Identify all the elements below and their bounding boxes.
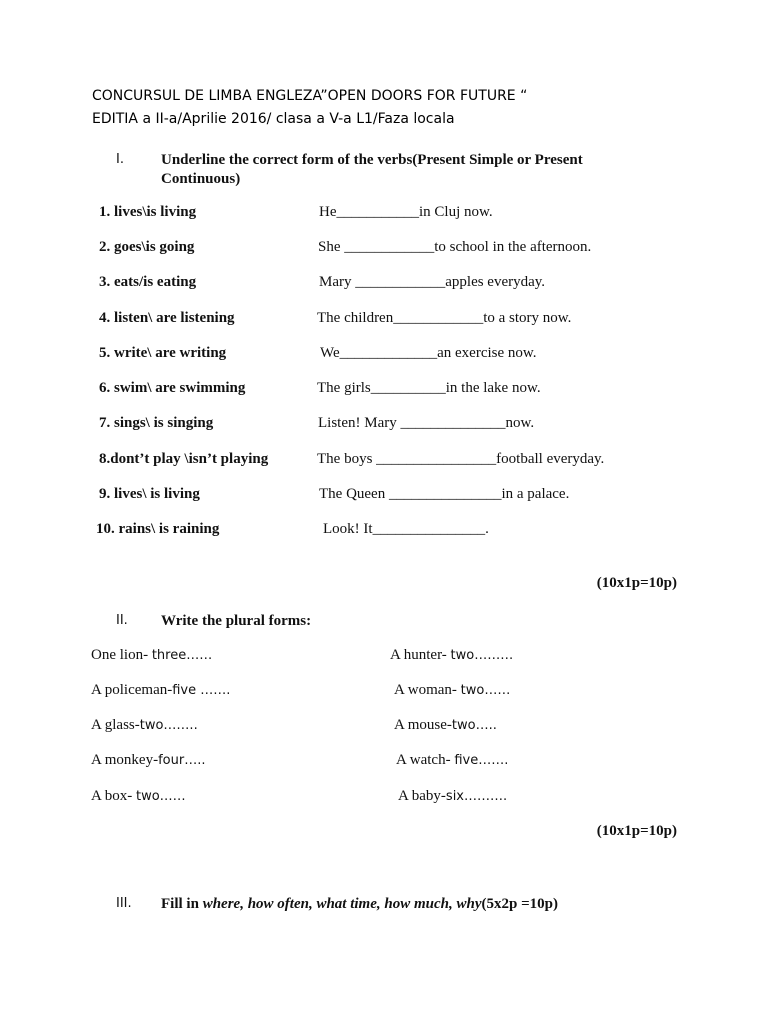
heading-prefix: Fill in [161, 896, 203, 912]
section-1-heading-line1: Underline the correct form of the verbs(Present Simple or Present [161, 152, 583, 168]
sentence: The Queen _______________in a palace. [319, 486, 570, 502]
number-blank: three…… [151, 648, 213, 663]
plural-item [390, 647, 513, 664]
sentence: Mary ____________apples everyday. [319, 274, 546, 290]
number-blank: six………. [445, 789, 508, 804]
singular-noun: A hunter- [390, 647, 451, 663]
section-2-number: II. [116, 613, 128, 628]
sentence: He___________in Cluj now. [319, 204, 493, 220]
verb-options: 6. swim\ are swimming [99, 380, 246, 396]
sentence: Listen! Mary ______________now. [318, 415, 535, 431]
sentence: Look! It_______________. [323, 521, 489, 537]
section-1-heading-line2: Continuous) [161, 171, 241, 187]
plural-item [91, 788, 186, 805]
singular-noun: A monkey- [91, 752, 159, 768]
plural-item [394, 682, 510, 699]
verb-options: 5. write\ are writing [99, 345, 227, 361]
plural-item [396, 752, 508, 769]
number-blank: two…… [460, 683, 511, 698]
section-2-score: (10x1p=10p) [596, 823, 677, 839]
exercise-row-4 [0, 310, 768, 330]
verb-options: 10. rains\ is raining [96, 521, 220, 537]
section-1-number: I. [116, 152, 124, 167]
exercise-row-5 [0, 345, 768, 365]
number-blank: two….. [451, 718, 497, 733]
exercise-row-9 [0, 486, 768, 506]
exercise-row-10 [0, 521, 768, 541]
verb-options: 1. lives\is living [99, 204, 197, 220]
number-blank: four….. [158, 753, 206, 768]
sentence: She ____________to school in the afternoon. [318, 239, 592, 255]
sentence: The boys ________________football everyday. [317, 451, 605, 467]
number-blank: five ……. [172, 683, 231, 698]
singular-noun: A box- [91, 788, 136, 804]
plural-item [91, 647, 212, 664]
singular-noun: A watch- [396, 752, 455, 768]
verb-options: 4. listen\ are listening [99, 310, 235, 326]
exercise-row-7 [0, 415, 768, 435]
section-1-heading [161, 151, 583, 189]
singular-noun: A policeman- [91, 682, 173, 698]
heading-score: (5x2p =10p) [481, 896, 558, 912]
contest-title: CONCURSUL DE LIMBA ENGLEZA”OPEN DOORS FOR FUTURE “ [92, 88, 528, 104]
section-3-heading [161, 895, 558, 914]
singular-noun: One lion- [91, 647, 152, 663]
section-3-number: III. [116, 896, 132, 911]
verb-options: 3. eats/is eating [99, 274, 197, 290]
exercise-row-8 [0, 451, 768, 471]
verb-options: 9. lives\ is living [99, 486, 200, 502]
exercise-row-6 [0, 380, 768, 400]
exercise-row-2 [0, 239, 768, 259]
singular-noun: A woman- [394, 682, 461, 698]
verb-options: 2. goes\is going [99, 239, 195, 255]
sentence: The girls__________in the lake now. [317, 380, 541, 396]
exercise-row-3 [0, 274, 768, 294]
number-blank: five……. [454, 753, 509, 768]
singular-noun: A mouse- [394, 717, 452, 733]
exercise-row-1 [0, 204, 768, 224]
edition-subtitle: EDITIA a II-a/Aprilie 2016/ clasa a V-a L1/Faza locala [92, 111, 455, 127]
number-blank: two……… [450, 648, 514, 663]
plural-item [394, 717, 497, 734]
sentence: We_____________an exercise now. [320, 345, 537, 361]
verb-options: 8.dont’t play \isn’t playing [99, 451, 269, 467]
sentence: The children____________to a story now. [317, 310, 572, 326]
number-blank: two…… [136, 789, 186, 804]
singular-noun: A baby- [398, 788, 446, 804]
number-blank: two…….. [139, 718, 198, 733]
plural-item [91, 682, 230, 699]
section-2-heading: Write the plural forms: [161, 613, 312, 629]
singular-noun: A glass- [91, 717, 140, 733]
plural-item [398, 788, 507, 805]
plural-item [91, 752, 205, 769]
section-1-score: (10x1p=10p) [596, 575, 677, 591]
plural-item [91, 717, 198, 734]
verb-options: 7. sings\ is singing [99, 415, 214, 431]
question-words: where, how often, what time, how much, why [202, 896, 482, 912]
